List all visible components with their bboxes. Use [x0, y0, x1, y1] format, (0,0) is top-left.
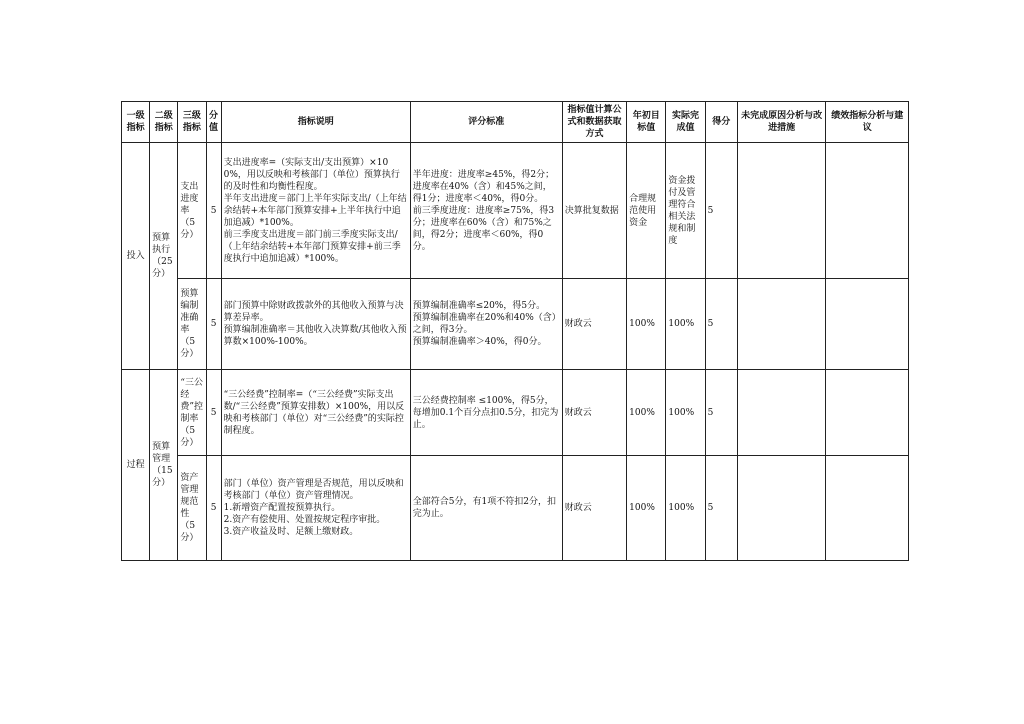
header-got: 得分 — [705, 102, 737, 143]
header-method: 指标值计算公式和数据获取方式 — [562, 102, 626, 143]
score-cell: 5 — [206, 279, 221, 370]
level3-cell: 支出进度率（5分） — [178, 143, 206, 279]
level2-budget-mgmt: 预算管理（15分） — [150, 370, 178, 561]
level2-budget-exec: 预算执行（25分） — [150, 143, 178, 370]
header-actual: 实际完成值 — [666, 102, 705, 143]
level1-input: 投入 — [122, 143, 150, 370]
got-cell: 5 — [705, 456, 737, 561]
score-cell: 5 — [206, 456, 221, 561]
description-cell: 部门预算中除财政拨款外的其他收入预算与决算差异率。 预算编制准确率＝其他收入决算数/其他收入预算数×100%-100%。 — [221, 279, 410, 370]
level3-cell: 预算编制准确率（5分） — [178, 279, 206, 370]
performance-table — [121, 101, 909, 561]
score-cell: 5 — [206, 370, 221, 456]
header-score: 分值 — [206, 102, 221, 143]
got-cell: 5 — [705, 143, 737, 279]
header-reason: 未完成原因分析与改进措施 — [737, 102, 826, 143]
header-level3: 三级指标 — [178, 102, 206, 143]
actual-cell: 100% — [666, 279, 705, 370]
reason-cell — [737, 143, 826, 279]
target-cell: 100% — [627, 279, 666, 370]
target-cell: 合理规范使用资金 — [627, 143, 666, 279]
level1-process: 过程 — [122, 370, 150, 561]
level3-cell: “三公经费”控制率（5分） — [178, 370, 206, 456]
criteria-cell: 半年进度：进度率≥45%，得2分；进度率在40%（含）和45%之间，得1分；进度率＜40%，得0分。 前三季度进度：进度率≥75%，得3分；进度率在60%（含）和75%之间，得2分；进度率＜60%，得0分。 — [410, 143, 562, 279]
header-row — [122, 102, 909, 143]
method-cell: 财政云 — [562, 279, 626, 370]
suggestion-cell — [826, 143, 909, 279]
actual-cell: 100% — [666, 370, 705, 456]
got-cell: 5 — [705, 370, 737, 456]
actual-cell: 100% — [666, 456, 705, 561]
criteria-cell: 预算编制准确率≤20%，得5分。 预算编制准确率在20%和40%（含）之间，得3分。 预算编制准确率＞40%，得0分。 — [410, 279, 562, 370]
criteria-cell: 全部符合5分，有1项不符扣2分，扣完为止。 — [410, 456, 562, 561]
target-cell: 100% — [627, 370, 666, 456]
method-cell: 财政云 — [562, 456, 626, 561]
reason-cell — [737, 279, 826, 370]
method-cell: 决算批复数据 — [562, 143, 626, 279]
level3-cell: 资产管理规范性（5分） — [178, 456, 206, 561]
suggestion-cell — [826, 456, 909, 561]
table-row — [122, 456, 909, 561]
score-cell: 5 — [206, 143, 221, 279]
table-row — [122, 143, 909, 279]
suggestion-cell — [826, 279, 909, 370]
description-cell: 部门（单位）资产管理是否规范，用以反映和考核部门（单位）资产管理情况。 1.新增资产配置按预算执行。 2.资产有偿使用、处置按规定程序审批。 3.资产收益及时、足额上缴财政。 — [221, 456, 410, 561]
criteria-cell: 三公经费控制率 ≤100%，得5分，每增加0.1个百分点扣0.5分，扣完为止。 — [410, 370, 562, 456]
table-row — [122, 370, 909, 456]
description-cell: “三公经费”控制率=（“三公经费”实际支出数/“三公经费”预算安排数）×100%，用以反映和考核部门（单位）对“三公经费”的实际控制程度。 — [221, 370, 410, 456]
description-cell: 支出进度率=（实际支出/支出预算）×100%，用以反映和考核部门（单位）预算执行的及时性和均衡性程度。 半年支出进度＝部门上半年实际支出/（上年结余结转+本年部门预算安排+上半年执行中追加追减）*100%。 前三季度支出进度＝部门前三季度实际支出/（上年结余结转+本年部门预算安排+前三季度执行中追加追减）*100%。 — [221, 143, 410, 279]
got-cell: 5 — [705, 279, 737, 370]
header-level1: 一级指标 — [122, 102, 150, 143]
reason-cell — [737, 370, 826, 456]
reason-cell — [737, 456, 826, 561]
actual-cell: 资金拨付及管理符合相关法规和制度 — [666, 143, 705, 279]
table-row — [122, 279, 909, 370]
header-target: 年初目标值 — [627, 102, 666, 143]
header-criteria: 评分标准 — [410, 102, 562, 143]
method-cell: 财政云 — [562, 370, 626, 456]
suggestion-cell — [826, 370, 909, 456]
header-suggestion: 绩效指标分析与建议 — [826, 102, 909, 143]
target-cell: 100% — [627, 456, 666, 561]
header-description: 指标说明 — [221, 102, 410, 143]
header-level2: 二级指标 — [150, 102, 178, 143]
